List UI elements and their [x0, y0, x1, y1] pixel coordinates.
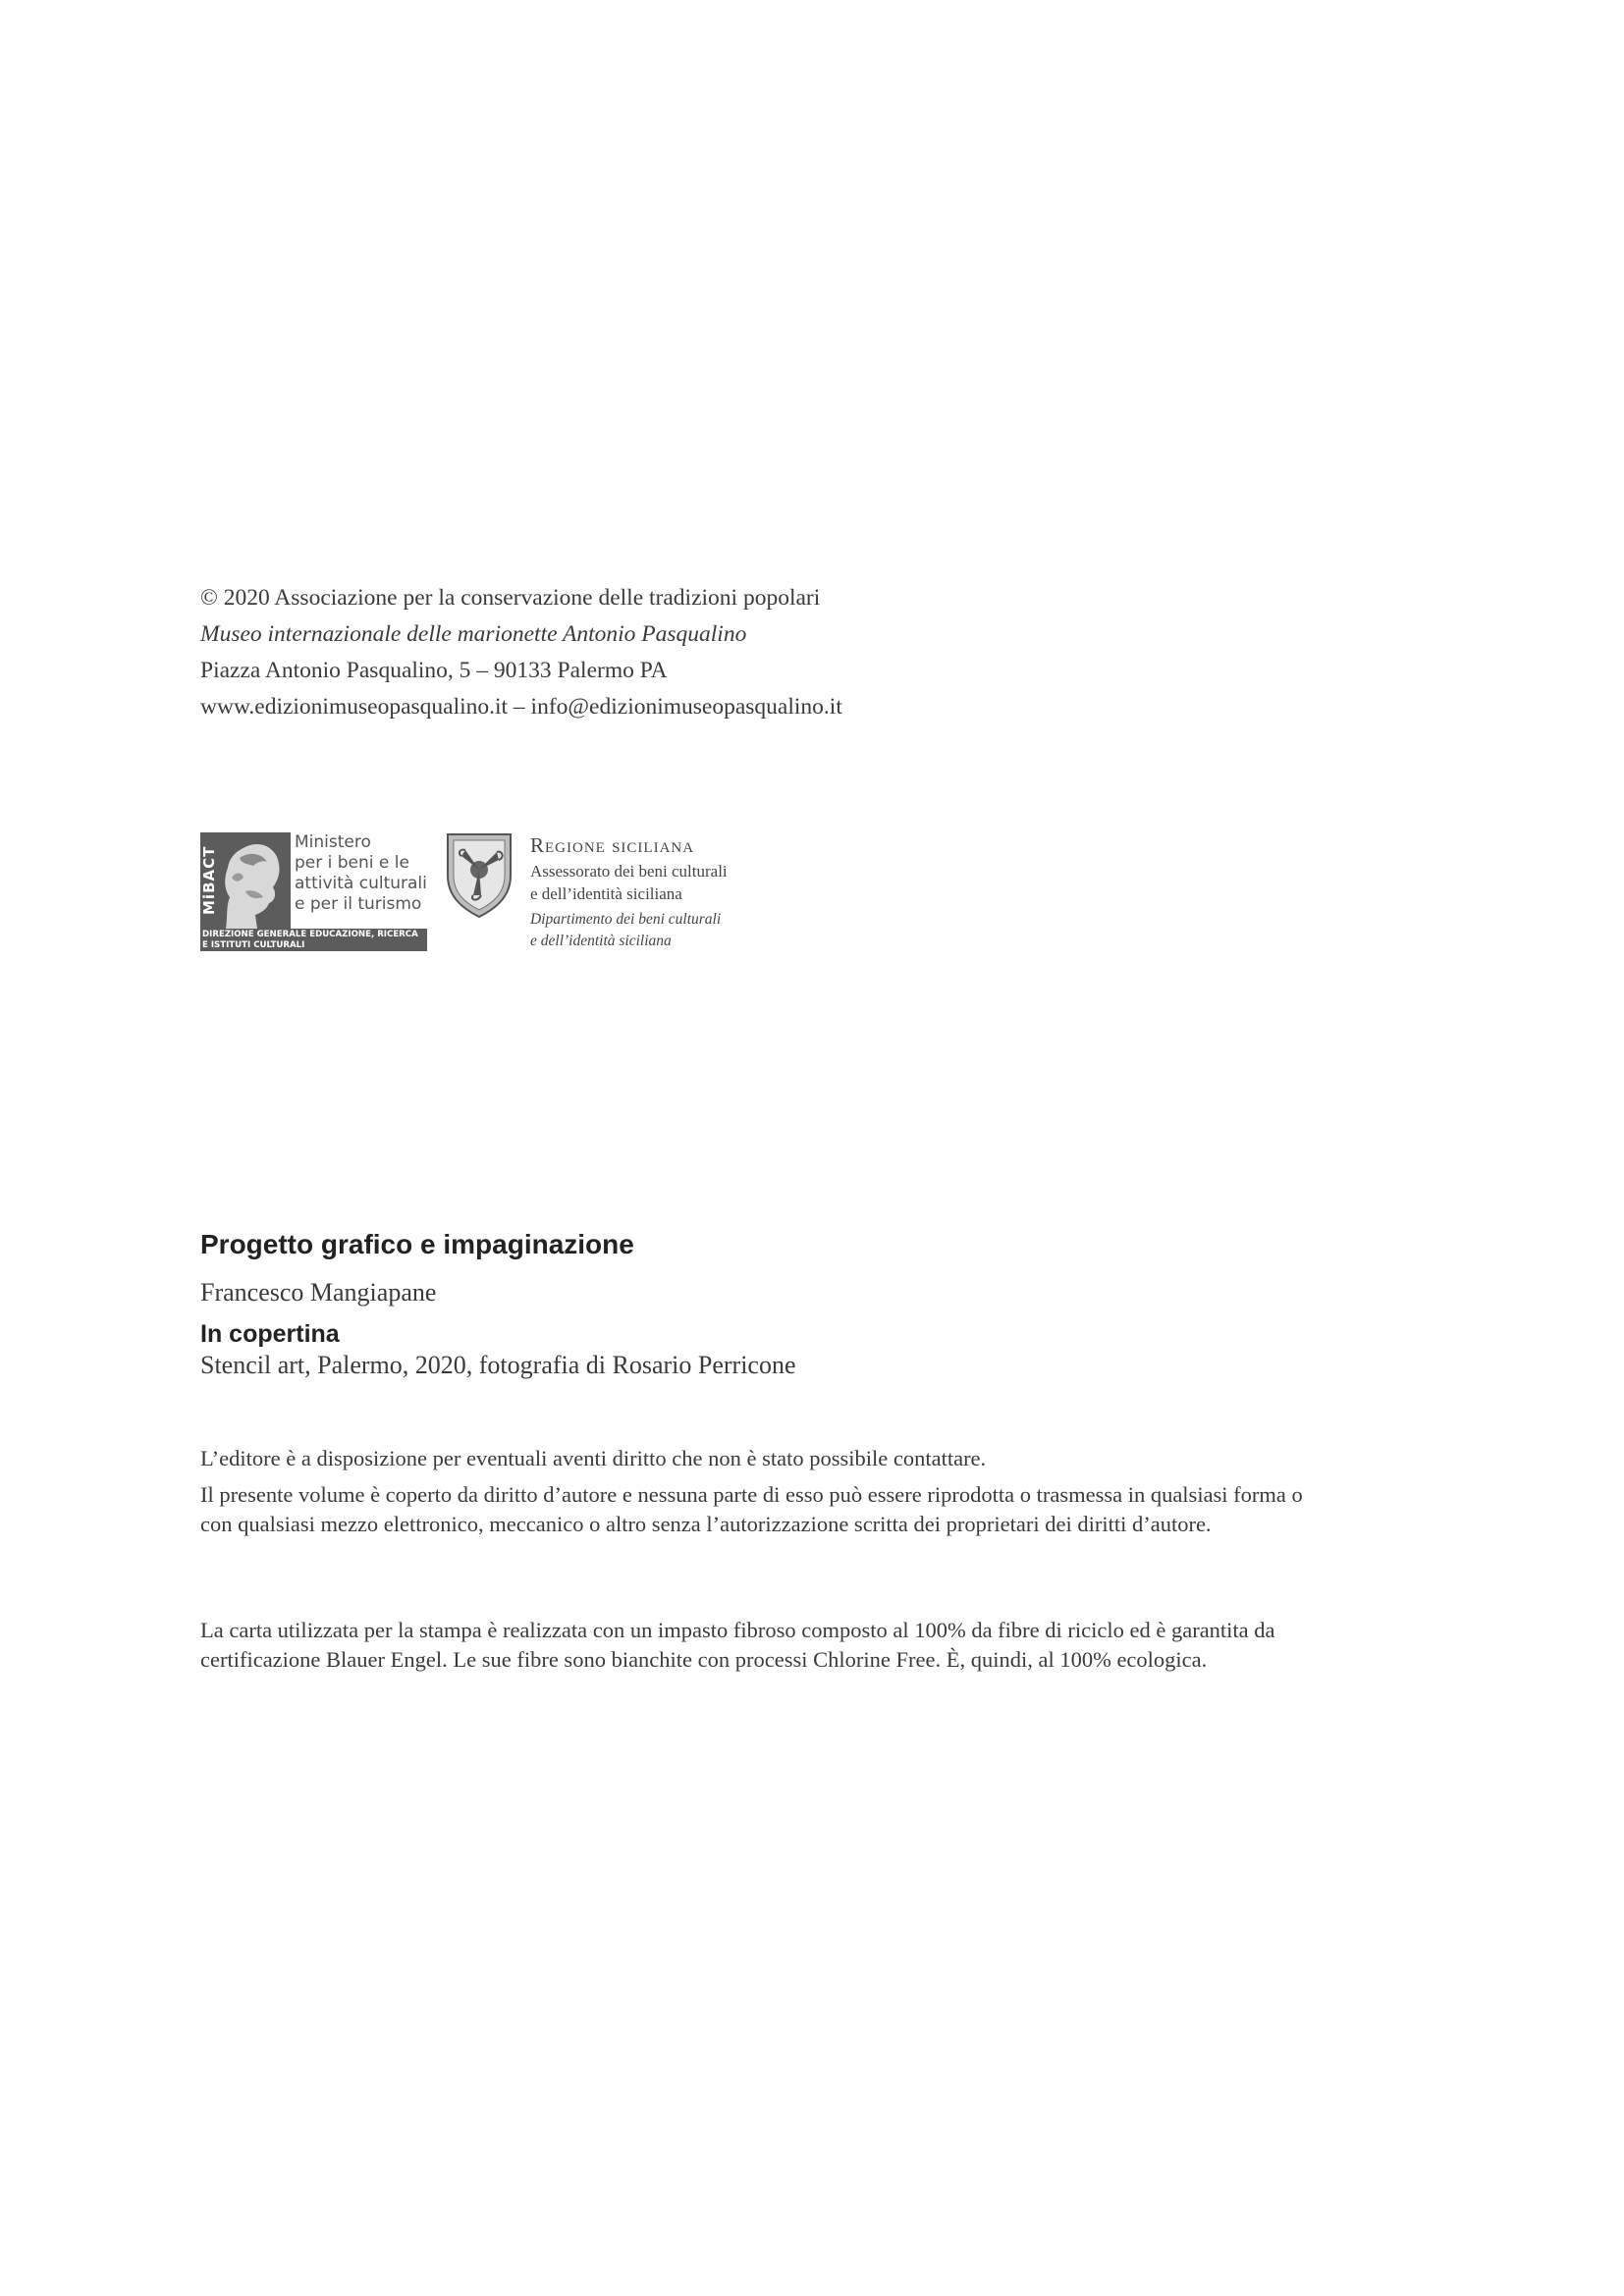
- regione-dipartimento-2: e dell’identità siciliana: [530, 933, 672, 949]
- mibact-directorate-line: E ISTITUTI CULTURALI: [202, 939, 305, 950]
- mibact-directorate: [202, 930, 427, 950]
- regione-title: Regione siciliana: [530, 833, 695, 857]
- design-name: Francesco Mangiapane: [200, 1278, 437, 1307]
- address-line: Piazza Antonio Pasqualino, 5 – 90133 Palermo PA: [200, 658, 668, 683]
- regione-dipartimento: Dipartimento dei beni culturali: [530, 911, 722, 928]
- cover-text: Stencil art, Palermo, 2020, fotografia di Rosario Perricone: [200, 1351, 796, 1379]
- mibact-directorate-line: DIREZIONE GENERALE EDUCAZIONE, RICERCA: [202, 930, 418, 939]
- web-contact-line[interactable]: www.edizionimuseopasqualino.it – info@edizionimuseopasqualino.it: [200, 694, 842, 720]
- regione-siciliana-crest-icon: [444, 830, 514, 919]
- regione-siciliana-text: [530, 830, 728, 952]
- paper-notice: La carta utilizzata per la stampa è realizzata con un impasto fibroso composto al 100% da fibre di riciclo ed è garantita da certificazione Blauer Engel. Le sue fibre sono bianchite con processi Chlorine Free. È, quindi, al 100% ecologica.: [200, 1618, 1275, 1672]
- regione-assessorato: Assessorato dei beni culturali: [530, 862, 728, 881]
- mibact-ministry-text: [291, 832, 427, 929]
- mibact-logo: [200, 832, 427, 951]
- mibact-line: attività culturali: [295, 874, 427, 893]
- design-heading: Progetto grafico e impaginazione: [200, 1229, 634, 1259]
- rights-holders-notice: L’editore è a disposizione per eventuali aventi diritto che non è stato possibile contattare.: [200, 1446, 987, 1470]
- regione-assessorato-2: e dell’identità siciliana: [530, 884, 682, 903]
- mibact-line: Ministero: [295, 832, 371, 852]
- copyright-notice: Il presente volume è coperto da diritto d’autore e nessuna parte di esso può essere riprodotta o trasmessa in qualsiasi forma o con qualsiasi mezzo elettronico, meccanico o altro senza l’autorizzazione scritta dei proprietari dei diritti d’autore.: [200, 1482, 1303, 1536]
- mibact-acronym: MiBACT: [200, 845, 218, 916]
- mibact-head-icon: [218, 838, 289, 929]
- cover-heading: In copertina: [200, 1320, 340, 1348]
- credits-block: [200, 1225, 796, 1382]
- colophon-block: [200, 580, 842, 725]
- copyright-line: © 2020 Associazione per la conservazione delle tradizioni popolari: [200, 585, 821, 611]
- mibact-line: per i beni e le: [295, 853, 409, 873]
- mibact-line: e per il turismo: [295, 894, 422, 914]
- museum-name: Museo internazionale delle marionette Antonio Pasqualino: [200, 621, 747, 647]
